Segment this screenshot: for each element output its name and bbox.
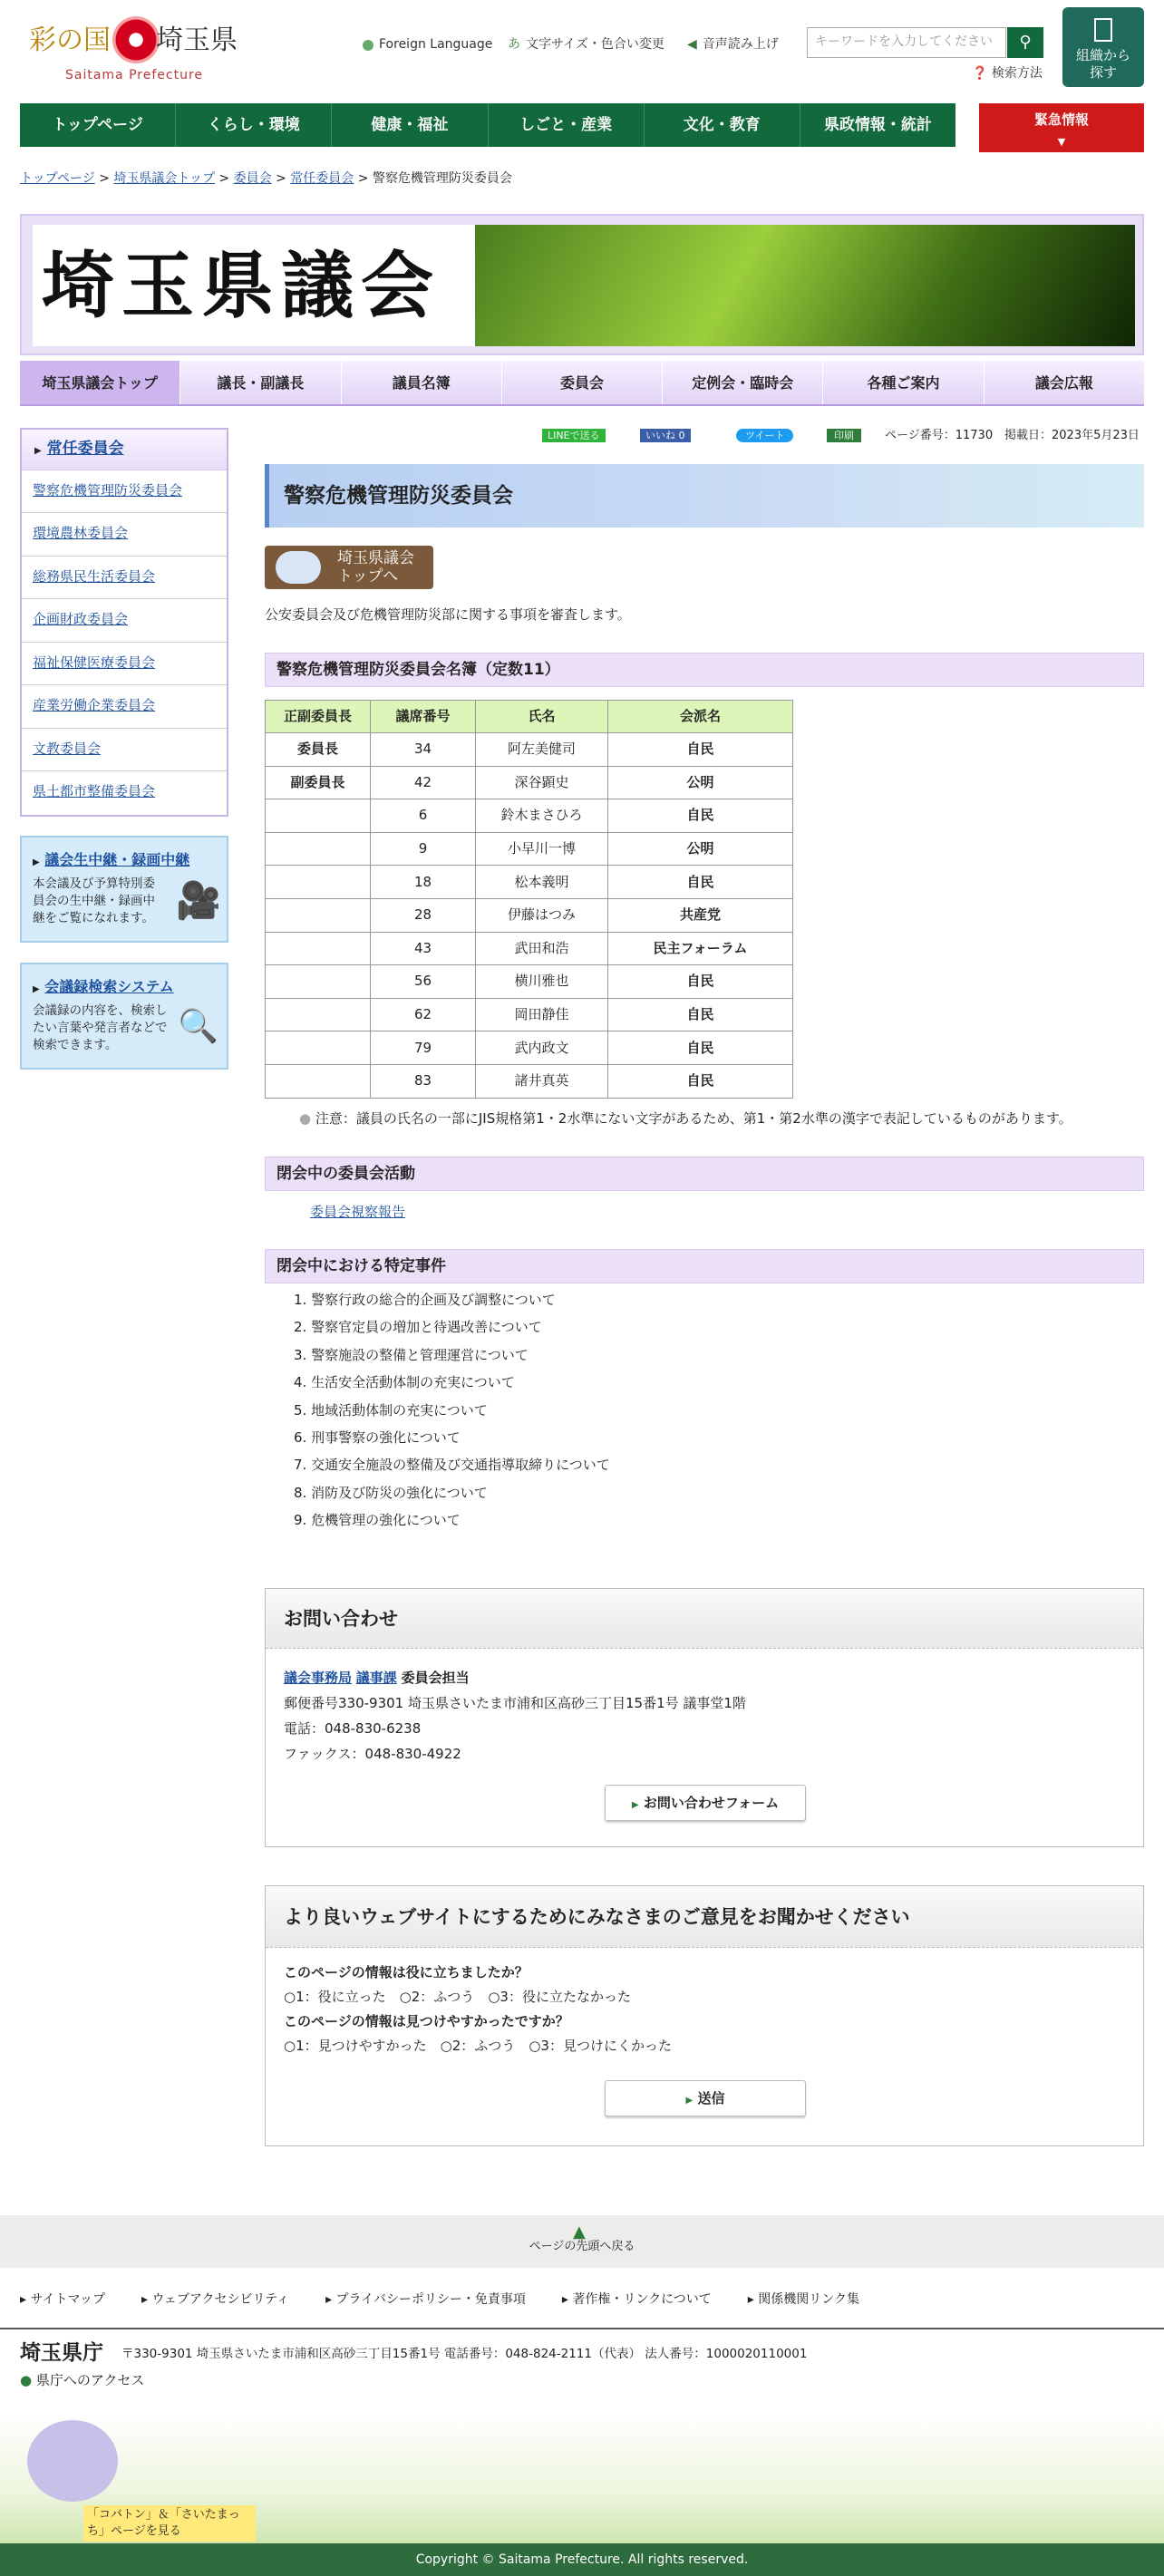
bullet-icon: ●: [299, 1110, 312, 1127]
breadcrumb-current: 警察危機管理防災委員会: [372, 171, 512, 186]
jis-note: ● 注意：議員の氏名の一部にJIS規格第1・2水準にない文字があるため、第1・第2水準の漢字で表記しているものがあります。: [299, 1110, 1072, 1127]
event-item: 4. 生活安全活動体制の充実について: [294, 1374, 515, 1391]
side-item[interactable]: 企画財政委員会: [22, 599, 227, 643]
member-table: [265, 700, 793, 1099]
side-item[interactable]: 福祉保健医療委員会: [22, 643, 227, 686]
submit-button[interactable]: ▶ 送信: [605, 2080, 806, 2116]
table-cell: 松本義明: [476, 866, 608, 899]
table-cell: 56: [371, 965, 476, 999]
table-row: [266, 733, 793, 767]
breadcrumb-link[interactable]: トップページ: [20, 171, 95, 186]
radio-normal2[interactable]: ○2：ふつう: [440, 2038, 516, 2054]
table-cell: 横川雅也: [476, 965, 608, 999]
table-cell: 委員長: [266, 733, 371, 767]
recess-heading: 閉会中の委員会活動: [265, 1157, 1144, 1191]
emergency-button[interactable]: 緊急情報 ▼: [979, 103, 1144, 152]
up-arrow-icon: ▲: [573, 2223, 586, 2242]
caret-down-icon: ▼: [1057, 136, 1066, 148]
table-cell: 公明: [608, 766, 793, 799]
event-item: 8. 消防及び防災の強化について: [294, 1484, 488, 1501]
table-cell: [266, 965, 371, 999]
table-cell: 岡田静佳: [476, 998, 608, 1031]
table-cell: 伊藤はつみ: [476, 898, 608, 932]
table-row: [266, 965, 793, 999]
table-cell: 34: [371, 733, 476, 767]
table-cell: 9: [371, 832, 476, 866]
feedback-heading: より良いウェブサイトにするためにみなさまのご意見をお聞かせください: [266, 1886, 1143, 1948]
search-input[interactable]: キーワードを入力してください: [807, 27, 1006, 58]
table-cell: [266, 898, 371, 932]
table-cell: [266, 998, 371, 1031]
table-cell: 79: [371, 1031, 476, 1065]
event-item: 2. 警察官定員の増加と待遇改善について: [294, 1319, 542, 1336]
subnav-members[interactable]: 議員名簿: [342, 361, 502, 404]
event-item: 5. 地域活動体制の充実について: [294, 1401, 488, 1419]
table-cell: 自民: [608, 799, 793, 833]
site-logo[interactable]: [29, 16, 265, 89]
page-number: ページ番号：11730: [885, 429, 994, 442]
inspection-report-link[interactable]: 委員会視察報告: [310, 1204, 406, 1220]
table-cell: 共産党: [608, 898, 793, 932]
contact-section: お問い合わせ 議会事務局 議事課 委員会担当 郵便番号330-9301 埼玉県さいたま市浦和区高砂三丁目15番1号 議事堂1階 電話：048-830-6238 ファックス：048-830-4922 ▶ お問い合わせフォーム: [265, 1588, 1144, 1847]
breadcrumb-link[interactable]: 埼玉県議会トップ: [113, 171, 215, 186]
flower-icon: [112, 16, 160, 63]
table-row: [266, 866, 793, 899]
site-header: [0, 0, 1164, 100]
footer-link[interactable]: ▸ サイトマップ: [20, 2292, 105, 2307]
table-cell: 自民: [608, 965, 793, 999]
table-cell: 深谷顕史: [476, 766, 608, 799]
table-cell: [266, 932, 371, 965]
banner-leaf-image: [475, 225, 1135, 346]
event-item: 9. 危機管理の強化について: [294, 1512, 461, 1529]
copyright: Copyright © Saitama Prefecture. All rights reserved.: [0, 2543, 1164, 2576]
event-item: 3. 警察施設の整備と管理運営について: [294, 1346, 529, 1363]
table-cell: 武田和浩: [476, 932, 608, 965]
roster-heading: 警察危機管理防災委員会名簿（定数11）: [265, 653, 1144, 687]
breadcrumb-link[interactable]: 委員会: [233, 171, 272, 186]
help-icon: ❓: [972, 66, 988, 81]
footer-address: 〒330-9301 埼玉県さいたま市浦和区高砂三丁目15番1号 電話番号：048-824-2111（代表） 法人番号：1000020110001: [121, 2347, 808, 2361]
side-menu-heading[interactable]: ▶ 常任委員会: [22, 430, 227, 470]
page-top-link[interactable]: ▲ ページの先頭へ戻る: [0, 2215, 1164, 2268]
footer-org-name: 埼玉県庁: [20, 2341, 103, 2365]
foreign-language-link[interactable]: Foreign Language: [363, 36, 492, 54]
side-menu: [20, 428, 228, 817]
table-cell: 自民: [608, 1064, 793, 1098]
building-icon: [1094, 18, 1112, 42]
footer-links: [20, 2291, 859, 2310]
subnav-sessions[interactable]: 定例会・臨時会: [663, 361, 823, 404]
contact-form-button[interactable]: ▶ お問い合わせフォーム: [605, 1785, 806, 1821]
table-row: [266, 998, 793, 1031]
triangle-icon: ▶: [34, 446, 42, 456]
gnav-life[interactable]: くらし・環境: [176, 103, 332, 147]
side-item[interactable]: 産業労働企業委員会: [22, 685, 227, 729]
table-header: 正副委員長: [266, 701, 371, 733]
table-cell: 42: [371, 766, 476, 799]
side-item[interactable]: 環境農林委員会: [22, 513, 227, 557]
side-item[interactable]: 文教委員会: [22, 729, 227, 772]
side-item[interactable]: 県土都市整備委員会: [33, 783, 156, 800]
live-broadcast-box[interactable]: ▶ 議会生中継・録画中継 本会議及び予算特別委員会の生中継・録画中継をご覧になれます。 🎥: [20, 836, 228, 943]
table-cell: 阿左美健司: [476, 733, 608, 767]
table-cell: [266, 1031, 371, 1065]
footer-link[interactable]: ▸ プライバシーポリシー・免責事項: [325, 2292, 526, 2307]
event-item: 6. 刑事警察の強化について: [294, 1428, 461, 1446]
breadcrumb: トップページ > 埼玉県議会トップ > 委員会 > 常任委員会 > 警察危機管理防災委員会: [20, 171, 512, 186]
breadcrumb-link[interactable]: 常任委員会: [290, 171, 354, 186]
search-icon: ⚲: [1019, 33, 1032, 52]
contact-tel: 電話：048-830-6238: [284, 1720, 422, 1737]
site-footer: [0, 2328, 1164, 2388]
mascot-icon: [27, 2420, 118, 2502]
magnifier-icon: 🔍: [178, 1008, 218, 1045]
table-cell: 公明: [608, 832, 793, 866]
film-camera-icon: 🎥: [176, 880, 221, 922]
circle-arrow-icon: ●: [20, 2372, 33, 2388]
publish-date: 掲載日：2023年5月23日: [1004, 429, 1140, 442]
table-cell: 62: [371, 998, 476, 1031]
line-share-button[interactable]: LINEで送る: [542, 428, 606, 444]
table-cell: 6: [371, 799, 476, 833]
table-cell: 鈴木まさひろ: [476, 799, 608, 833]
global-nav: [20, 103, 955, 147]
search-method-link[interactable]: ❓ 検索方法: [972, 66, 1043, 81]
gnav-culture[interactable]: 文化・教育: [645, 103, 800, 147]
subnav-committee[interactable]: 委員会: [502, 361, 663, 404]
tweet-button[interactable]: ツイート: [736, 428, 793, 444]
assembly-subnav: [20, 361, 1144, 406]
gnav-gov[interactable]: 県政情報・統計: [823, 116, 932, 134]
footer-illustration: [0, 2411, 1164, 2543]
table-cell: 18: [371, 866, 476, 899]
page-title: 警察危機管理防災委員会: [265, 464, 1144, 528]
footer-link[interactable]: ▸ 関係機関リンク集: [747, 2292, 860, 2307]
radio-not-useful[interactable]: ○3：役に立たなかった: [488, 1989, 631, 2005]
org-search-button[interactable]: 組織から探す: [1062, 7, 1144, 87]
speaker-icon: ◀: [687, 37, 697, 52]
gnav-work[interactable]: しごと・産業: [489, 103, 645, 147]
table-cell: 自民: [608, 998, 793, 1031]
table-cell: 小早川一博: [476, 832, 608, 866]
gnav-top[interactable]: トップページ: [20, 103, 176, 147]
table-row: [266, 1031, 793, 1065]
table-cell: 自民: [608, 1031, 793, 1065]
contact-fax: ファックス：048-830-4922: [284, 1746, 461, 1762]
table-cell: [266, 866, 371, 899]
subnav-guide[interactable]: 各種ご案内: [823, 361, 984, 404]
table-cell: 民主フォーラム: [608, 932, 793, 965]
read-aloud-link[interactable]: ◀ 音声読み上げ: [687, 36, 779, 54]
subnav-pr[interactable]: 議会広報: [1034, 374, 1093, 392]
table-row: [266, 766, 793, 799]
table-row: [266, 799, 793, 833]
subnav-chair[interactable]: 議長・副議長: [180, 361, 341, 404]
table-cell: [266, 1064, 371, 1098]
triangle-icon: ▶: [33, 984, 40, 994]
radio-useful[interactable]: ○1：役に立った: [284, 1989, 386, 2005]
assembly-top-button[interactable]: 埼玉県議会 トップへ: [265, 546, 433, 589]
logo-main-text: 彩の国: [29, 24, 111, 56]
minutes-search-box[interactable]: ▶ 会議録検索システム 会議録の内容を、検索したい言葉や発言者などで検索できます。 🔍: [20, 963, 228, 1070]
event-item: 1. 警察行政の総合的企画及び調整について: [294, 1292, 556, 1308]
footer-link[interactable]: ▸ ウェブアクセシビリティ: [141, 2292, 290, 2307]
banner-title: 埼玉県議会: [33, 225, 477, 346]
table-cell: [266, 799, 371, 833]
contact-address: 郵便番号330-9301 埼玉県さいたま市浦和区高砂三丁目15番1号 議事堂1階: [284, 1695, 746, 1711]
print-button[interactable]: 印刷: [827, 428, 861, 444]
events-heading: 閉会中における特定事件: [265, 1249, 1144, 1283]
side-item[interactable]: 警察危機管理防災委員会: [22, 470, 227, 514]
font-size-link[interactable]: あ 文字サイズ・色合い変更: [508, 36, 664, 54]
triangle-icon: ▶: [631, 1800, 639, 1810]
table-cell: 28: [371, 898, 476, 932]
contact-heading: お問い合わせ: [266, 1589, 1143, 1649]
globe-icon: [363, 40, 373, 51]
facebook-like-button[interactable]: いいね 0: [640, 428, 691, 444]
footer-link[interactable]: ▸ 著作権・リンクについて: [561, 2292, 712, 2307]
table-row: [266, 1064, 793, 1098]
triangle-icon: ▶: [685, 2096, 694, 2106]
table-row: [266, 832, 793, 866]
text-size-icon: あ: [508, 37, 520, 52]
table-row: [266, 932, 793, 965]
search-button[interactable]: [1007, 27, 1043, 58]
table-header: 議席番号: [371, 701, 476, 733]
table-cell: 43: [371, 932, 476, 965]
triangle-icon: ▶: [33, 857, 40, 867]
division-link[interactable]: 議事課: [355, 1670, 397, 1686]
dept-link[interactable]: 議会事務局: [284, 1670, 353, 1686]
assembly-banner: [20, 214, 1144, 355]
logo-en-text: Saitama Prefecture: [65, 68, 204, 82]
table-cell: [266, 832, 371, 866]
table-cell: 副委員長: [266, 766, 371, 799]
logo-pref-text: 埼玉県: [156, 24, 238, 56]
radio-normal[interactable]: ○2：ふつう: [399, 1989, 475, 2005]
table-header: 氏名: [476, 701, 608, 733]
gnav-health[interactable]: 健康・福祉: [332, 103, 488, 147]
radio-easy[interactable]: ○1：見つけやすかった: [284, 2038, 427, 2054]
side-item[interactable]: 総務県民生活委員会: [22, 557, 227, 600]
event-item: 7. 交通安全施設の整備及び交通指導取締りについて: [294, 1457, 610, 1474]
mascot-link[interactable]: 「コバトン」＆「さいたまっち」ページを見る: [83, 2505, 256, 2542]
table-cell: 83: [371, 1064, 476, 1098]
mascot-icon: [276, 551, 321, 584]
description: 公安委員会及び危機管理防災部に関する事項を審査します。: [265, 606, 631, 623]
subnav-top[interactable]: 埼玉県議会トップ: [20, 361, 180, 404]
feedback-section: より良いウェブサイトにするためにみなさまのご意見をお聞かせください このページの情報は役に立ちましたか？ ○1：役に立った ○2：ふつう ○3：役に立たなかった このページの情報は見つけやすかったですか？ ○1：見つけやすかった ○2：ふつう ○3：見つけにくかった ▶ 送信: [265, 1885, 1144, 2146]
access-link[interactable]: ● 県庁へのアクセス: [20, 2372, 145, 2388]
table-cell: 自民: [608, 866, 793, 899]
radio-hard[interactable]: ○3：見つけにくかった: [529, 2038, 672, 2054]
table-cell: 諸井真英: [476, 1064, 608, 1098]
table-cell: 自民: [608, 733, 793, 767]
events-list: [294, 1291, 610, 1539]
table-header: 会派名: [608, 701, 793, 733]
table-row: [266, 898, 793, 932]
table-cell: 武内政文: [476, 1031, 608, 1065]
